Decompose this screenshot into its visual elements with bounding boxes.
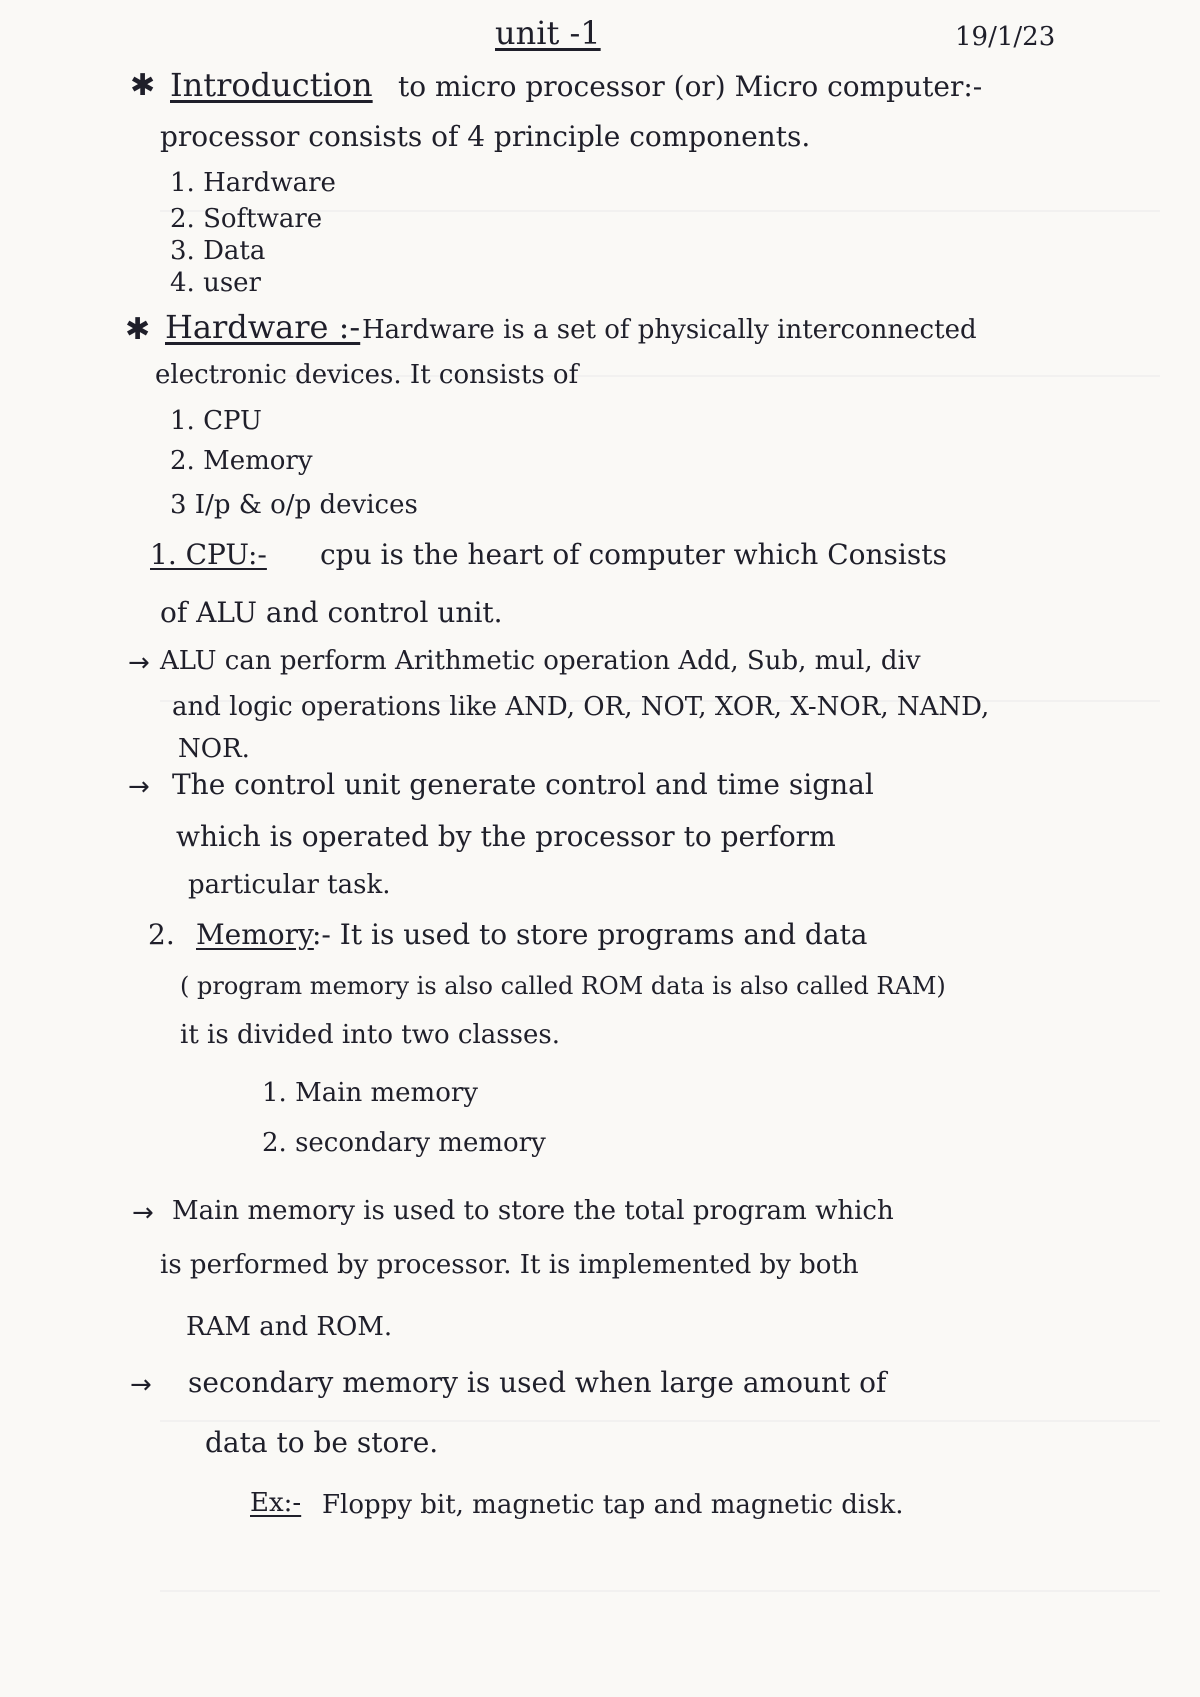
cu-text-3: particular task.: [188, 870, 391, 900]
cpu-text-2: of ALU and control unit.: [160, 596, 503, 629]
bleed-through-line: [160, 1420, 1160, 1422]
hardware-item-3: 3 I/p & o/p devices: [170, 490, 418, 520]
hardware-text-2: electronic devices. It consists of: [155, 360, 579, 390]
alu-text-1: ALU can perform Arithmetic operation Add, Sub, mul, div: [160, 646, 921, 676]
date-text: 19/1/23: [955, 22, 1056, 52]
arrow-bullet-icon: →: [132, 1198, 154, 1228]
intro-item-4: 4. user: [170, 268, 261, 298]
intro-heading: Introduction: [170, 66, 373, 104]
cu-text-2: which is operated by the processor to perform: [176, 820, 836, 853]
intro-heading-rest: to micro processor (or) Micro computer:-: [398, 70, 983, 103]
arrow-bullet-icon: →: [128, 772, 150, 802]
intro-item-3: 3. Data: [170, 236, 266, 266]
memory-text-2: ( program memory is also called ROM data is also called RAM): [180, 972, 946, 1000]
intro-line: processor consists of 4 principle components.: [160, 120, 811, 153]
example-label: Ex:-: [250, 1488, 302, 1518]
main-memory-text-1: Main memory is used to store the total program which: [172, 1196, 894, 1226]
hardware-heading: Hardware :-: [165, 308, 361, 346]
secondary-memory-text-2: data to be store.: [205, 1426, 439, 1459]
intro-item-1: 1. Hardware: [170, 168, 336, 198]
hardware-item-1: 1. CPU: [170, 406, 262, 436]
main-memory-text-3: RAM and ROM.: [186, 1312, 393, 1342]
cu-text-1: The control unit generate control and time signal: [172, 768, 874, 801]
cpu-text-1: cpu is the heart of computer which Consists: [320, 538, 947, 571]
memory-class-2: 2. secondary memory: [262, 1128, 546, 1158]
memory-class-1: 1. Main memory: [262, 1078, 478, 1108]
alu-text-3: NOR.: [178, 734, 250, 764]
memory-heading: Memory: [196, 918, 314, 951]
unit-title: unit -1: [495, 14, 601, 52]
hardware-item-2: 2. Memory: [170, 446, 313, 476]
example-text: Floppy bit, magnetic tap and magnetic disk.: [322, 1490, 904, 1520]
star-bullet-icon: ✱: [130, 68, 156, 103]
memory-text-3: it is divided into two classes.: [180, 1020, 560, 1050]
bleed-through-line: [160, 1590, 1160, 1592]
hardware-text-1: Hardware is a set of physically interconnected: [362, 315, 977, 345]
arrow-bullet-icon: →: [130, 1370, 152, 1400]
cpu-heading: 1. CPU:-: [150, 538, 267, 571]
secondary-memory-text-1: secondary memory is used when large amount of: [188, 1366, 887, 1399]
memory-text-1: :- It is used to store programs and data: [312, 918, 868, 951]
arrow-bullet-icon: →: [128, 648, 150, 678]
alu-text-2: and logic operations like AND, OR, NOT, XOR, X-NOR, NAND,: [172, 692, 990, 722]
star-bullet-icon: ✱: [125, 312, 151, 347]
intro-item-2: 2. Software: [170, 204, 323, 234]
memory-heading-number: 2.: [148, 918, 175, 951]
main-memory-text-2: is performed by processor. It is implemented by both: [160, 1250, 859, 1280]
